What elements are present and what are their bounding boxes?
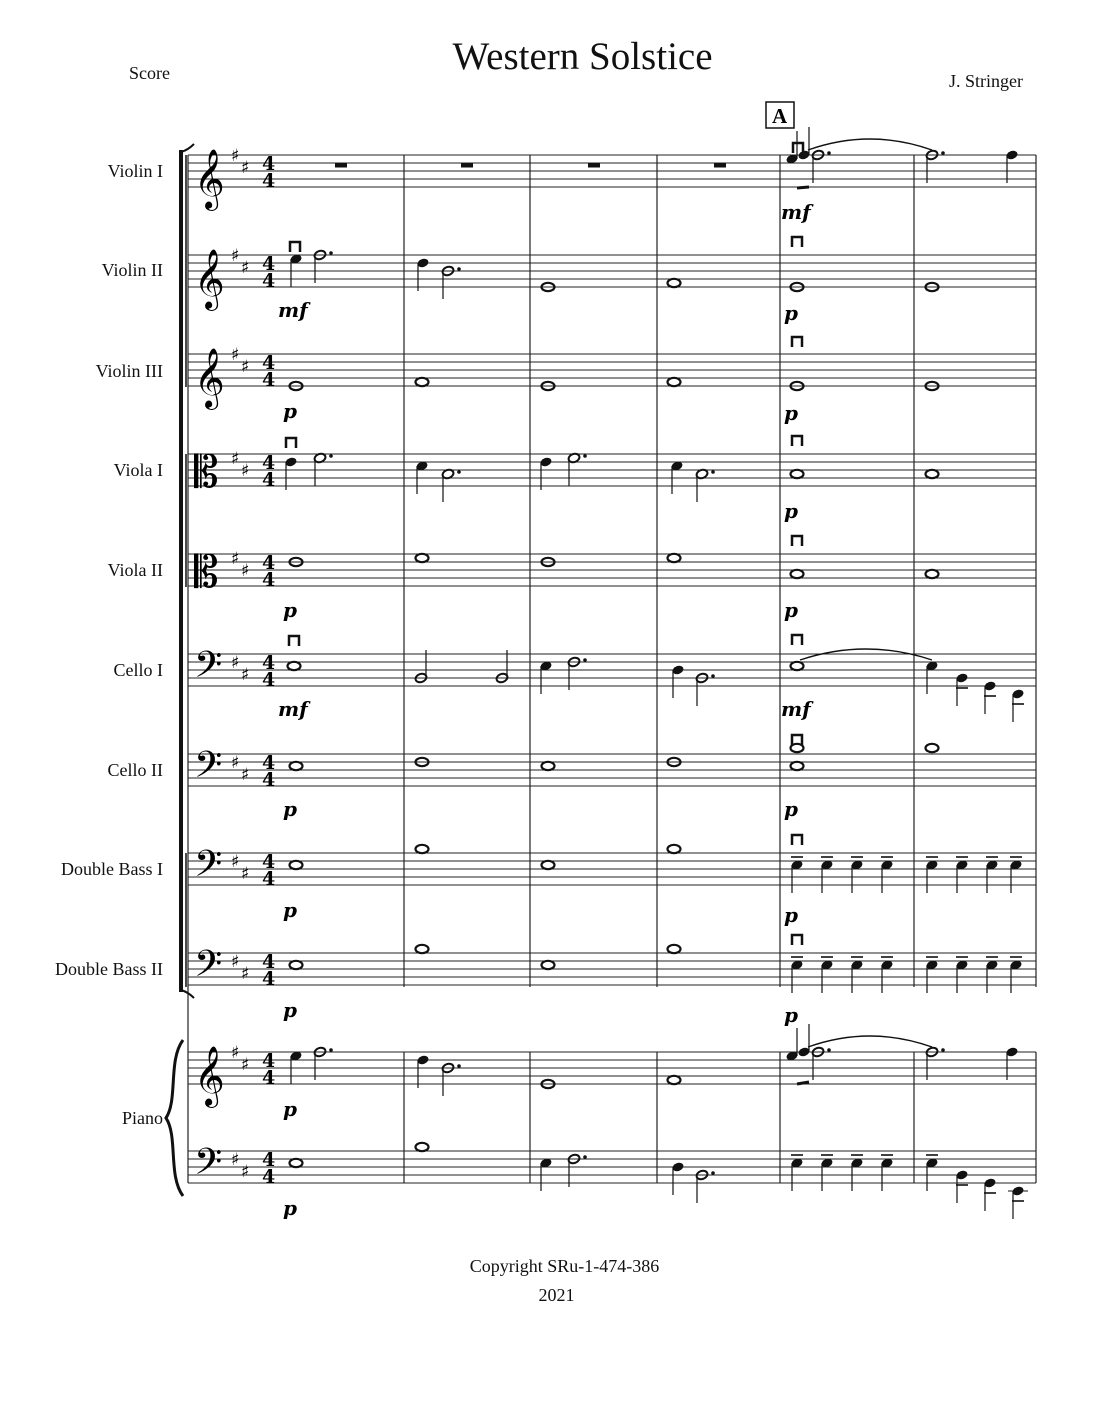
sharp-icon: ♯ bbox=[241, 1162, 250, 1182]
dynamic-marking: p bbox=[784, 499, 798, 523]
down-bow-icon bbox=[792, 536, 802, 546]
sharp-icon: ♯ bbox=[231, 1150, 240, 1170]
time-signature-top: 4 bbox=[262, 452, 276, 474]
whole-note bbox=[926, 470, 939, 478]
augmentation-dot bbox=[457, 267, 461, 271]
sharp-icon: ♯ bbox=[241, 158, 250, 178]
whole-rest bbox=[714, 163, 726, 168]
down-bow-icon bbox=[792, 337, 802, 347]
sharp-icon: ♯ bbox=[231, 146, 240, 166]
time-signature-top: 4 bbox=[262, 253, 276, 275]
augmentation-dot bbox=[329, 1048, 333, 1052]
alto-clef-icon: 𝄡 bbox=[194, 447, 219, 498]
sharp-icon: ♯ bbox=[241, 964, 250, 984]
dynamic-marking: p bbox=[784, 301, 798, 325]
sharp-icon: ♯ bbox=[231, 449, 240, 469]
down-bow-icon bbox=[793, 143, 803, 153]
dynamic-marking: p bbox=[283, 399, 297, 423]
beam bbox=[797, 1082, 809, 1084]
time-signature-bottom: 4 bbox=[262, 469, 276, 491]
time-signature-top: 4 bbox=[262, 1149, 276, 1171]
whole-rest bbox=[335, 163, 347, 168]
dynamic-marking: p bbox=[784, 401, 798, 425]
piano-brace bbox=[166, 1040, 183, 1196]
time-signature-top: 4 bbox=[262, 1050, 276, 1072]
composer-name: J. Stringer bbox=[949, 71, 1023, 91]
instrument-label-viola-1: Viola I bbox=[113, 460, 163, 480]
time-signature-bottom: 4 bbox=[262, 968, 276, 990]
sharp-icon: ♯ bbox=[231, 246, 240, 266]
whole-note bbox=[290, 861, 303, 869]
dynamic-marking: p bbox=[283, 1196, 297, 1220]
sharp-icon: ♯ bbox=[231, 952, 240, 972]
dynamic-marking: p bbox=[784, 598, 798, 622]
augmentation-dot bbox=[583, 1155, 587, 1159]
whole-note bbox=[290, 1159, 303, 1167]
bass-clef-icon: 𝄢 bbox=[194, 744, 223, 795]
augmentation-dot bbox=[827, 1048, 831, 1052]
whole-note bbox=[542, 861, 555, 869]
bass-clef-icon: 𝄢 bbox=[194, 644, 223, 695]
down-bow-icon bbox=[289, 636, 299, 646]
page-title: Western Solstice bbox=[452, 35, 713, 78]
dynamic-marking: p bbox=[283, 797, 297, 821]
treble-clef-icon: 𝄞 bbox=[194, 348, 225, 408]
augmentation-dot bbox=[457, 1064, 461, 1068]
down-bow-icon bbox=[286, 438, 296, 448]
down-bow-icon bbox=[792, 935, 802, 945]
whole-note bbox=[416, 1143, 429, 1151]
down-bow-icon bbox=[792, 835, 802, 845]
time-signature-bottom: 4 bbox=[262, 1166, 276, 1188]
instrument-label-double-bass-1: Double Bass I bbox=[61, 859, 163, 879]
treble-clef-icon: 𝄞 bbox=[194, 149, 225, 209]
instrument-label-violin-1: Violin I bbox=[107, 161, 163, 181]
whole-note bbox=[926, 744, 939, 752]
sharp-icon: ♯ bbox=[231, 345, 240, 365]
time-signature-bottom: 4 bbox=[262, 868, 276, 890]
time-signature-bottom: 4 bbox=[262, 769, 276, 791]
augmentation-dot bbox=[711, 470, 715, 474]
whole-note bbox=[668, 554, 681, 562]
whole-note bbox=[542, 762, 555, 770]
time-signature-bottom: 4 bbox=[262, 270, 276, 292]
dynamic-marking: mf bbox=[781, 697, 811, 721]
dynamic-marking: p bbox=[784, 903, 798, 927]
dynamic-marking: p bbox=[283, 598, 297, 622]
instrument-label-double-bass-2: Double Bass II bbox=[55, 959, 163, 979]
whole-note bbox=[542, 961, 555, 969]
whole-note bbox=[668, 378, 681, 386]
whole-rest bbox=[588, 163, 600, 168]
down-bow-icon bbox=[792, 237, 802, 247]
whole-note bbox=[791, 744, 804, 752]
score-label: Score bbox=[129, 63, 170, 83]
whole-note bbox=[668, 1076, 681, 1084]
treble-clef-icon: 𝄞 bbox=[194, 249, 225, 309]
time-signature-top: 4 bbox=[262, 951, 276, 973]
instrument-label-viola-2: Viola II bbox=[107, 560, 163, 580]
sharp-icon: ♯ bbox=[241, 665, 250, 685]
augmentation-dot bbox=[583, 454, 587, 458]
augmentation-dot bbox=[711, 1171, 715, 1175]
down-bow-icon bbox=[792, 436, 802, 446]
sharp-icon: ♯ bbox=[241, 765, 250, 785]
dynamic-marking: mf bbox=[278, 697, 308, 721]
whole-note bbox=[416, 945, 429, 953]
augmentation-dot bbox=[711, 674, 715, 678]
slur bbox=[808, 139, 932, 150]
dynamic-marking: p bbox=[784, 797, 798, 821]
whole-note bbox=[416, 554, 429, 562]
copyright-notice: Copyright SRu-1-474-386 bbox=[469, 1256, 660, 1276]
whole-note bbox=[668, 845, 681, 853]
slur bbox=[808, 1036, 932, 1047]
dynamic-marking: mf bbox=[278, 298, 308, 322]
sharp-icon: ♯ bbox=[241, 461, 250, 481]
augmentation-dot bbox=[329, 251, 333, 255]
bass-clef-icon: 𝄢 bbox=[194, 843, 223, 894]
time-signature-bottom: 4 bbox=[262, 669, 276, 691]
bass-clef-icon: 𝄢 bbox=[194, 1141, 223, 1192]
rehearsal-mark-label: A bbox=[772, 104, 788, 128]
treble-clef-icon: 𝄞 bbox=[194, 1046, 225, 1106]
time-signature-top: 4 bbox=[262, 352, 276, 374]
whole-note bbox=[416, 378, 429, 386]
augmentation-dot bbox=[329, 454, 333, 458]
sharp-icon: ♯ bbox=[241, 258, 250, 278]
bracket-top-hook bbox=[181, 144, 194, 152]
instrument-label-cello-2: Cello II bbox=[107, 760, 163, 780]
time-signature-top: 4 bbox=[262, 552, 276, 574]
time-signature-bottom: 4 bbox=[262, 569, 276, 591]
instrument-label-cello-1: Cello I bbox=[113, 660, 163, 680]
dynamic-marking: p bbox=[784, 1003, 798, 1027]
augmentation-dot bbox=[827, 151, 831, 155]
sharp-icon: ♯ bbox=[231, 852, 240, 872]
beam bbox=[797, 187, 809, 188]
sharp-icon: ♯ bbox=[241, 864, 250, 884]
sharp-icon: ♯ bbox=[231, 653, 240, 673]
time-signature-top: 4 bbox=[262, 851, 276, 873]
whole-note bbox=[416, 845, 429, 853]
dynamic-marking: mf bbox=[781, 200, 811, 224]
sharp-icon: ♯ bbox=[241, 561, 250, 581]
time-signature-bottom: 4 bbox=[262, 369, 276, 391]
time-signature-top: 4 bbox=[262, 752, 276, 774]
whole-rest bbox=[461, 163, 473, 168]
instrument-label-violin-3: Violin III bbox=[95, 361, 163, 381]
alto-clef-icon: 𝄡 bbox=[194, 547, 219, 598]
instrument-label-violin-2: Violin II bbox=[101, 260, 163, 280]
down-bow-icon bbox=[792, 635, 802, 645]
whole-note bbox=[791, 570, 804, 578]
time-signature-bottom: 4 bbox=[262, 1067, 276, 1089]
augmentation-dot bbox=[457, 470, 461, 474]
time-signature-bottom: 4 bbox=[262, 170, 276, 192]
dynamic-marking: p bbox=[283, 1097, 297, 1121]
down-bow-icon bbox=[290, 242, 300, 252]
whole-note bbox=[791, 662, 804, 670]
whole-note bbox=[791, 470, 804, 478]
whole-note bbox=[290, 961, 303, 969]
sharp-icon: ♯ bbox=[241, 357, 250, 377]
whole-note bbox=[290, 762, 303, 770]
augmentation-dot bbox=[941, 151, 945, 155]
copyright-year: 2021 bbox=[538, 1285, 575, 1305]
bass-clef-icon: 𝄢 bbox=[194, 943, 223, 994]
dynamic-marking: p bbox=[283, 998, 297, 1022]
whole-note bbox=[288, 662, 301, 670]
dynamic-marking: p bbox=[283, 898, 297, 922]
augmentation-dot bbox=[583, 658, 587, 662]
instrument-label-piano: Piano bbox=[121, 1108, 163, 1128]
whole-note bbox=[668, 945, 681, 953]
whole-note bbox=[791, 762, 804, 770]
sharp-icon: ♯ bbox=[241, 1055, 250, 1075]
sharp-icon: ♯ bbox=[231, 1043, 240, 1063]
time-signature-top: 4 bbox=[262, 153, 276, 175]
time-signature-top: 4 bbox=[262, 652, 276, 674]
augmentation-dot bbox=[941, 1048, 945, 1052]
sharp-icon: ♯ bbox=[231, 549, 240, 569]
whole-note bbox=[668, 279, 681, 287]
sharp-icon: ♯ bbox=[231, 753, 240, 773]
whole-note bbox=[926, 570, 939, 578]
